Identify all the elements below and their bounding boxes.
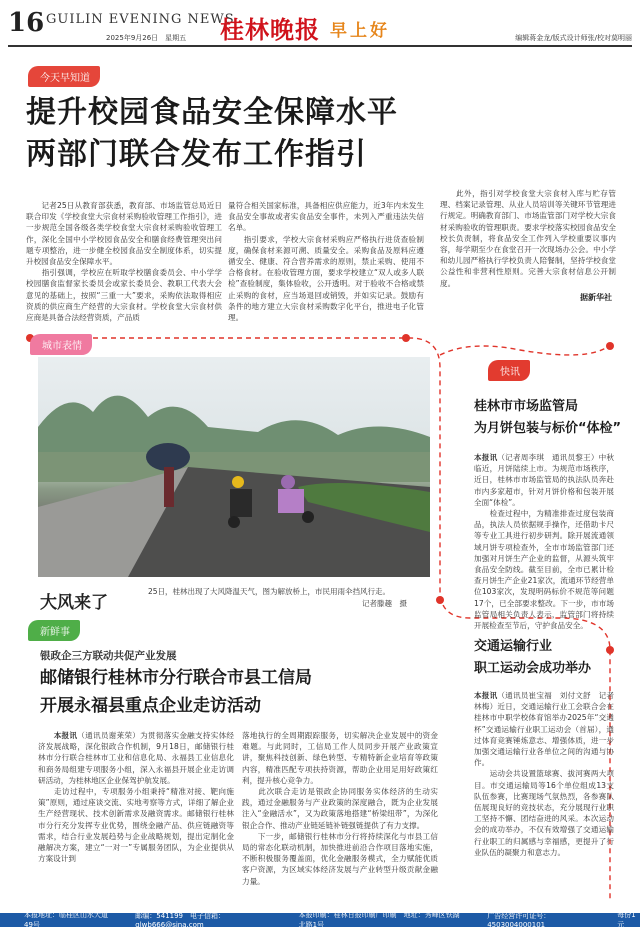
story1-headline-line2: 两部门联合发布工作指引	[26, 137, 367, 172]
transport-body	[474, 690, 614, 908]
story3-tag: 新鲜事	[28, 620, 80, 641]
newspaper-logo: 桂林晚报	[220, 15, 320, 44]
photo-credit: 记者滕趣 摄	[362, 599, 407, 608]
page-number: 16	[8, 8, 45, 38]
story1-column-3: 此外，指引对学校食堂大宗食材入库与贮存管理、档案记录管理、从业人员培训等关键环节管理进行规定。明确教育部门、市场监管部门对学校大宗食材采购验收的管理职责。要求学校落实校园食品安全校长负责制，将食品安全工作列入学校重要议事内容，每学期至少在食堂召开一次现场办公会。中小学和幼儿园严格执行学校负责人陪餐制，坚持学校食堂公益性和非营利性原则。完善大宗食材信息公开制度。	[440, 189, 616, 288]
transport-lead: 本报讯	[474, 691, 498, 700]
footer-email: 邮编：541199 电子信箱：glwb666@sina.com	[135, 912, 226, 929]
footer-price: 每份1元	[617, 911, 636, 929]
photo-tag: 城市表情	[30, 334, 92, 355]
story1-headline-line1: 提升校园食品安全保障水平	[26, 95, 398, 130]
quick-title-line2: 为月饼包装与标价“体检”	[474, 421, 622, 436]
quick-body	[474, 452, 615, 631]
transport-text: 近日，交通运输行业工会联合会在桂林市中职学校体育馆举办2025年“交通杯”交通运输行业职工运动会（首届），通过体育竞赛锤炼意志、增强体质，进一步加强交通运输行业各单位之间的沟通与协作。 运动会共设置篮球赛、拔河赛两大项目。市交通运输局等16个单位组成13支队伍参赛，比赛现场气氛热烈，各参赛队伍展现良好的竞技状态，充分展现行业职工坚持不懈、团结奋进的风采。本次运动会的成功举办，不仅有效增强了交通运输行业职工的归属感与幸福感，更提升了行业队伍的凝聚力和意志力。	[474, 702, 615, 857]
quick-title-line1: 桂林市市场监管局	[474, 399, 579, 414]
issue-date: 2025年9月26日 星期五	[106, 34, 187, 42]
transport-reporter: （通讯员崔宝福 刘付文舒 记者林梅）	[474, 691, 615, 712]
quick-text: 中秋临近，月饼陆续上市。为规范市场秩序，近日，桂林市市场监管局的执法队员奔赴市内多家超市，针对月饼价格和包装开展全面“体检”。 检查过程中，为精准排查过度包装商品，执法人员依据规手操作，还借助卡尺等专业工具进行初步研判。除开展流通领域月饼专项检查外，全市市场监管部门还加强对月饼生产企业的监督，从源头筑牢食品安全防线。截至目前，全市已累计检查月饼生产企业21家次，流通环节经营单位103家次，发现明码标价不规范等问题17个，已全部要求整改。下一步，市市场监管局相关负责人表示，监管部门将持续开展检查至节后，守护食品安全。	[474, 453, 615, 631]
story1-column-2: 量符合相关国家标准，具备相应供应能力，近3年内未发生食品安全事故或者实食品安全事件，未列入严重违法失信名单。 指引要求，学校大宗食材采购应严格执行进货查验制度，确保食材来源可溯、质量安全。采购食品及原料应遵循安全、健康、符合营养需求的原则，禁止采购、使用不合格食材。在验收管理方面，要求学校建立“双人或多人联检”查验制度，集体验收，公开透明。对于验收不合格或禁止采购的食材，应当场退回或销毁，并如实记录。鼓励有条件的地方建立大宗食材采购数字化平台，推进电子化管理。	[228, 201, 424, 323]
story3-lead: 本报讯	[53, 731, 78, 740]
section-name: 早上好	[330, 21, 390, 41]
footer-printer: 本报印刷：桂林日报印刷厂印刷 地址：秀峰区铁湖北路1号	[298, 911, 460, 929]
story1-byline: 据新华社	[580, 293, 612, 302]
story3-reporter: （通讯员谢莱荣）	[77, 731, 141, 740]
transport-title-line2: 职工运动会成功举办	[474, 661, 592, 676]
story3-column-2: 落地执行的全周期跟踪服务，切实解决企业发展中的资金难题。与此同时，工信局工作人员同步开展产业政策宣讲，聚焦科技创新、绿色转型、专精特新企业培育等政策内容，精准匹配专项扶持资源，帮助企业用足用好政策红利，提升核心竞争力。 此次联合走访是银政企协同服务实体经济的生动实践，通过金融服务与产业政策的深度融合，既为企业发展注入“金融活水”，又为政策落地搭建“桥梁纽带”，为深化银企合作、推动产业链延链补链强链提供了有力支撑。 下一步，邮储银行桂林市分行将持续深化与市县工信局的常态化联动机制，加快推进前沿合作项目落地实施，不断积极服务覆盖面，优化金融服务模式，全力赋能优质客户资源，为区域实体经济发展与产业转型升级贡献金融力量。	[242, 731, 438, 886]
photo-caption: 25日，桂林出现了大风降温天气，图为解放桥上，市民用雨伞挡风行走。	[148, 587, 391, 596]
story3-kicker: 银政企三方联动共促产业发展	[40, 650, 177, 662]
story3-headline-line2: 开展永福县重点企业走访活动	[40, 696, 261, 716]
story3-col1-text: 为贯彻落实金融支持实体经济发展战略，深化银政合作机制，9月18日，邮储银行桂林市分行联合桂林市工业和信息化局、永福县工业信息化和商务局组建专项服务小组，深入永福县开展企业走访调研活动，为桂林地区企业保驾护航发展。 走访过程中，专项服务小组秉持“精准对接、靶向施策”原则，通过座谈交流、实地考察等方式，详细了解企业生产经营现状、技术创新需求及融资需求。邮储银行桂林市分行充分发挥专业优势，围绕金融产品、供应链融资等需求，结合行业发展趋势与企业战略规划，提出定制化金融解决方案，建立“一对一”专属服务团队，为企业提供从方案设计到	[38, 731, 235, 864]
photo-illustration	[38, 357, 430, 577]
story3-headline-line1: 邮储银行桂林市分行联合市县工信局	[40, 668, 312, 688]
quick-tag: 快讯	[488, 360, 530, 381]
footer-address: 本报地址：临桂区山水大道49号	[24, 911, 108, 929]
story3-column-1	[38, 730, 234, 908]
quick-lead: 本报讯	[474, 453, 498, 462]
footer-bar	[0, 913, 640, 927]
transport-title-line1: 交通运输行业	[474, 639, 553, 654]
street-photo	[38, 357, 430, 577]
photo-title: 大风来了	[40, 593, 108, 613]
story1-column-1: 记者25日从教育部获悉，教育部、市场监管总局近日联合印发《学校食堂大宗食材采购验收管理工作指引》，进一步规范全国各级各类学校食堂大宗食材采购验收管理工作，深化全国中小学校园食品安全和膳食经费管理突出问题专项整治，进一步健全校园食品安全制度体系，切实提升校园食品安全保障水平。 指引强调，学校应在听取学校膳食委员会、中小学学校园膳食监督家长委员会或家长委员会、教职工代表大会意见的基础上，按照“三重一大”要求，采购依法取得相应资质的供应商生产经营的大宗食材。学校食堂大宗食材供应商是具备合法经营资质，产品质	[26, 201, 222, 323]
editor-line: 编辑蒋金龙/版式设计师张/校对莫明丽	[515, 34, 632, 42]
story1-tag: 今天早知道	[28, 66, 100, 87]
footer-license: 广告经营许可证号：4503004000101	[487, 912, 551, 929]
paper-name: GUILIN EVENING NEWS	[46, 12, 235, 27]
quick-reporter: （记者周李琪 通讯员黎王）	[497, 453, 599, 462]
